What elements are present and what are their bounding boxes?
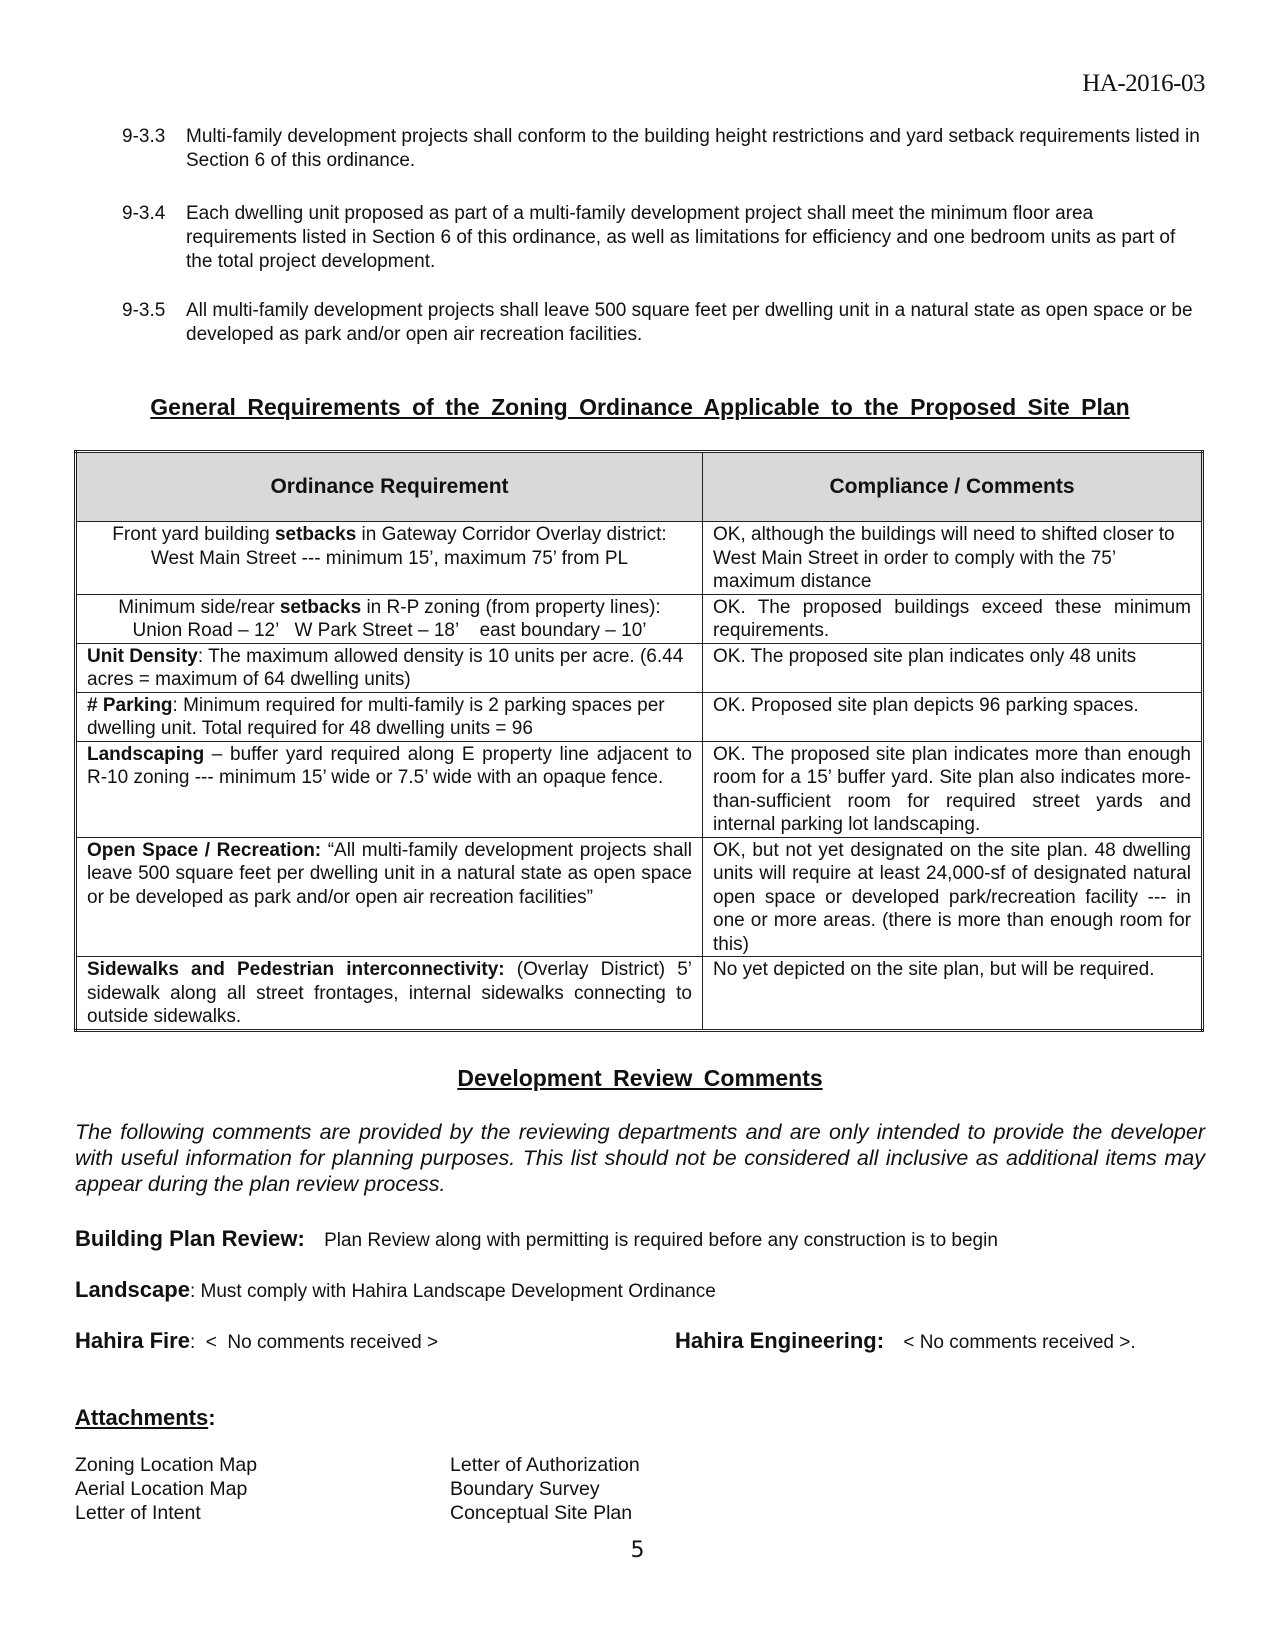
requirement-term: Unit Density [87, 645, 198, 667]
attachments-title [75, 1405, 216, 1431]
landscape-text: : Must comply with Hahira Landscape Development Ordinance [189, 1281, 716, 1302]
requirement-cell [76, 957, 703, 1031]
requirement-cell [76, 522, 703, 595]
table-row [76, 522, 1203, 595]
list-item: Zoning Location Map [75, 1454, 258, 1476]
engineering-text: < No comments received >. [903, 1332, 1136, 1353]
requirement-text: Union Road – 12’ W Park Street – 18’ east boundary – 10’ [132, 620, 647, 641]
landscape-label: Landscape [75, 1277, 190, 1302]
requirement-text: : Minimum required for multi-family is 2 parking spaces per dwelling unit. Total required for 48 dwelling units = 96 [87, 694, 665, 739]
fire-text: : < No comments received > [189, 1332, 439, 1353]
requirement-term: Landscaping [87, 743, 205, 765]
requirement-text: “All multi-family development projects shall leave 500 square feet per dwelling unit in a natural state as open space or be developed as park and/or open air recreation facilities” [87, 839, 692, 908]
requirement-text: Minimum side/rear [118, 596, 280, 618]
compliance-cell: No yet depicted on the site plan, but will be required. [703, 957, 1203, 1031]
building-text: Plan Review along with permitting is required before any construction is to begin [324, 1230, 998, 1251]
attachments-list-left [75, 1453, 257, 1525]
compliance-cell: OK. The proposed buildings exceed these minimum requirements. [703, 594, 1203, 643]
building-plan-review [75, 1226, 998, 1252]
requirement-cell [76, 643, 703, 692]
section-9-3-5 [122, 299, 1202, 347]
table-row [76, 957, 1203, 1031]
list-item: Aerial Location Map [75, 1478, 248, 1500]
requirements-table [74, 450, 1204, 1032]
requirement-term: # Parking [87, 694, 173, 716]
landscape-review [75, 1277, 716, 1303]
table-row [76, 741, 1203, 837]
section-9-3-4 [122, 202, 1202, 274]
table-row [76, 837, 1203, 957]
section-text: All multi-family development projects shall leave 500 square feet per dwelling unit in a natural state as open space or be developed as park and/or open air recreation facilities. [186, 300, 1193, 345]
engineering-review [675, 1328, 1136, 1354]
section-number: 9-3.3 [122, 126, 166, 147]
compliance-cell: OK. The proposed site plan indicates only 48 units [703, 643, 1203, 692]
fire-review [75, 1328, 438, 1354]
section-number: 9-3.5 [122, 300, 166, 321]
building-label: Building Plan Review: [75, 1226, 305, 1251]
fire-label: Hahira Fire [75, 1328, 190, 1353]
table-row [76, 594, 1203, 643]
compliance-cell: OK, but not yet designated on the site plan. 48 dwelling units will require at least 24,000-sf of designated natural open space or developed park/recreation facility --- in one or more areas. (there is more than enough room for this) [703, 837, 1203, 957]
review-heading: Development Review Comments [457, 1065, 823, 1091]
requirement-text: West Main Street --- minimum 15’, maximum 75’ from PL [150, 547, 629, 569]
requirements-heading: General Requirements of the Zoning Ordinance Applicable to the Proposed Site Plan [150, 394, 1130, 420]
compliance-cell: OK. The proposed site plan indicates more than enough room for a 15’ buffer yard. Site plan also indicates more-than-sufficient room for required street yards and internal parking lot landscaping. [703, 741, 1203, 837]
attachments-title-colon: : [208, 1405, 216, 1430]
requirement-text: : The maximum allowed density is 10 units per acre. (6.44 acres = maximum of 64 dwelling units) [87, 645, 684, 690]
requirement-text: Front yard building [112, 524, 275, 545]
page-number: 5 [630, 1538, 645, 1563]
engineering-label: Hahira Engineering: [675, 1328, 885, 1353]
list-item: Boundary Survey [450, 1478, 600, 1500]
requirement-term: Sidewalks and Pedestrian interconnectivity: [87, 959, 505, 980]
section-text: Multi-family development projects shall conform to the building height restrictions and yard setback requirements listed in Section 6 of this ordinance. [186, 126, 1200, 171]
requirement-text: in Gateway Corridor Overlay district: [356, 524, 667, 545]
requirement-term: setbacks [279, 596, 362, 618]
attachments-title-text: Attachments [75, 1405, 209, 1430]
list-item: Letter of Intent [75, 1502, 201, 1524]
section-9-3-3 [122, 125, 1202, 173]
list-item: Conceptual Site Plan [450, 1502, 633, 1524]
requirement-text: in R-P zoning (from property lines): [361, 596, 661, 618]
case-id: HA-2016-03 [1082, 70, 1205, 97]
column-header-compliance: Compliance / Comments [703, 452, 1203, 522]
table-header-row [76, 452, 1203, 522]
section-text: Each dwelling unit proposed as part of a multi-family development project shall meet the minimum floor area requirements listed in Section 6 of this ordinance, as well as limitations for efficiency and one bedroom units as part of the total project development. [186, 203, 1176, 272]
column-header-requirement: Ordinance Requirement [76, 452, 703, 522]
attachments-list-right [450, 1453, 640, 1525]
requirement-text: (Overlay District) 5’ sidewalk along all street frontages, internal sidewalks connecting to outside sidewalks. [87, 959, 692, 1027]
compliance-cell: OK, although the buildings will need to shifted closer to West Main Street in order to comply with the 75’ maximum distance [703, 522, 1203, 595]
requirement-cell [76, 837, 703, 957]
table-row [76, 643, 1203, 692]
section-number: 9-3.4 [122, 203, 166, 224]
table-row [76, 692, 1203, 741]
compliance-cell: OK. Proposed site plan depicts 96 parking spaces. [703, 692, 1203, 741]
requirement-cell [76, 692, 703, 741]
review-intro: The following comments are provided by the reviewing departments and are only intended to provide the developer with useful information for planning purposes. This list should not be considered all inclusive as additional items may appear during the plan review process. [75, 1120, 1205, 1196]
requirement-term: Open Space / Recreation: [87, 839, 322, 861]
requirement-term: setbacks [274, 524, 357, 545]
requirement-cell [76, 594, 703, 643]
requirement-cell [76, 741, 703, 837]
requirement-text: – buffer yard required along E property line adjacent to R-10 zoning --- minimum 15’ wide or 7.5’ wide with an opaque fence. [87, 743, 692, 788]
list-item: Letter of Authorization [450, 1454, 640, 1476]
